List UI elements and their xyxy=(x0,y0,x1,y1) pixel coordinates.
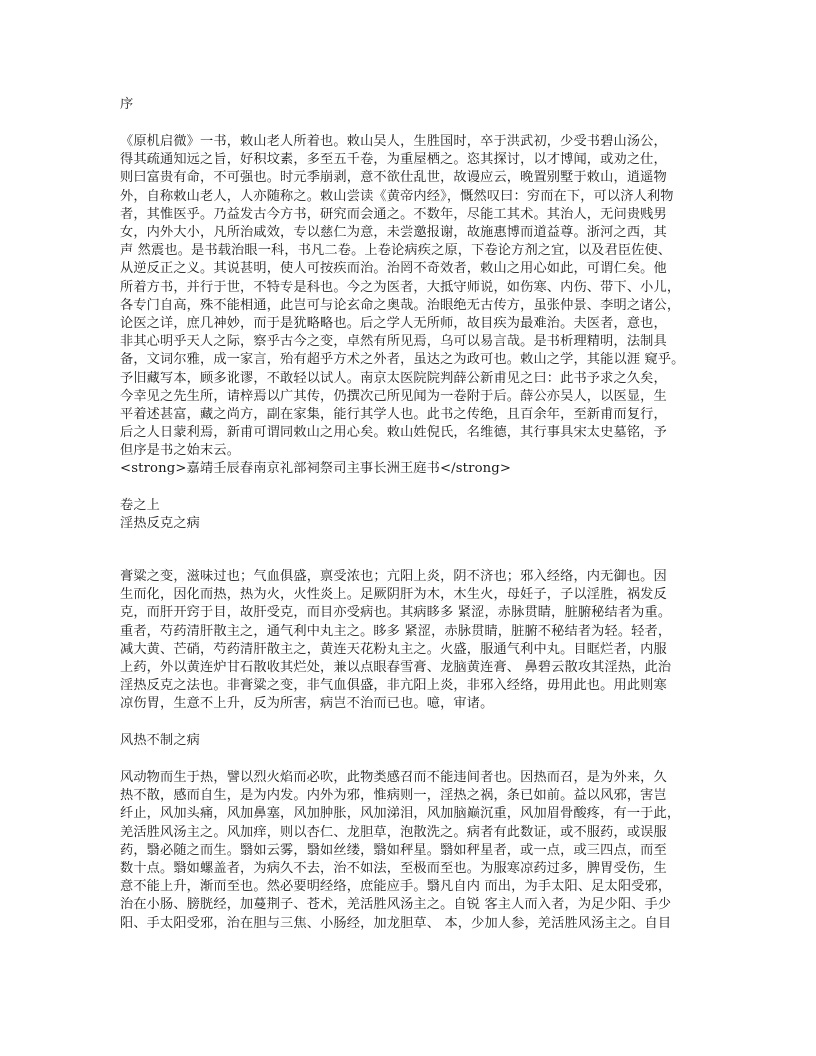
text-line: 膏粱之变，滋味过也；气血俱盛，禀受浓也；亢阳上炎，阴不济也；邪入经络，内无御也。因 xyxy=(120,569,667,584)
text-line: 淫热反克之法也。非膏粱之变，非气血俱盛，非亢阳上炎，非邪入经络，毋用此也。用此则寒 xyxy=(120,678,667,694)
text-line: 所着方书，并行于世，不特专是科也。今之为医者，大抵守师说，如伤寒、内伤、带下、小儿， xyxy=(120,279,681,295)
text-line: 减大黄、芒硝，芍药清肝散主之，黄连天花粉丸主之。火盛，服通气利中丸。目眶烂者，内服 xyxy=(120,641,667,657)
preface-signature: <strong>嘉靖壬辰春南京礼部祠祭司主事长洲王庭书</strong> xyxy=(120,461,512,476)
text-line: 今幸见之先生所，请梓焉以广其传，仍撰次己所见闻为一卷附于后。薛公亦吴人，以医显，生 xyxy=(120,388,667,404)
text-line: 阳、手太阳受邪，治在胆与三焦、小肠经，加龙胆草、 本，少加人参，羌活胜风汤主之。自目 xyxy=(120,915,672,931)
text-line: 得其疏通知远之旨，好积坟素，多至五千卷，为重屋栖之。恣其探讨，以才博闻，或劝之仕， xyxy=(120,152,667,168)
text-line: 声 然震也。是书载治眼一科，书凡二卷。上卷论病疾之原，下卷论方剂之宜，以及君臣佐使、 xyxy=(120,243,672,259)
text-line: 热不散，感而自生，是为内发。内外为邪，惟病则一，淫热之祸，条已如前。益以风邪，害岂 xyxy=(120,788,667,804)
text-line: 风动物而生于热，譬以烈火焰而必吹，此物类感召而不能违间者也。因热而召，是为外来，久 xyxy=(120,770,667,785)
section-heading: 淫热反克之病 xyxy=(120,516,201,531)
section-heading: 风热不制之病 xyxy=(120,733,201,748)
text-line: 重者，芍药清肝散主之，通气利中丸主之。眵多 紧涩，赤脉贯睛，脏腑不秘结者为轻。轻者， xyxy=(120,623,672,639)
text-line: 予旧藏写本，顾多讹谬，不敢轻以试人。南京太医院院判薛公新甫见之曰：此书予求之久矣， xyxy=(120,370,667,386)
text-line: 克，而肝开窍于目，故肝受克，而目亦受病也。其病眵多 紧涩，赤脉贯睛，脏腑秘结者为重。 xyxy=(120,605,672,621)
text-line: 非其心明乎天人之际，察乎古今之变，卓然有所见焉，乌可以易言哉。是书析理精明，法制具 xyxy=(120,334,667,350)
text-line: 者，其惟医乎。乃益发古今方书，研究而会通之。不数年，尽能工其术。其治人，无问贵贱男 xyxy=(120,206,667,222)
text-line: 凉伤胃，生意不上升，反为所害，病岂不治而已也。噫，审诸。 xyxy=(120,696,494,712)
text-line: 论医之详，庶几神妙，而于是犹略略也。后之学人无所师，故目疾为最难治。夫医者，意也， xyxy=(120,316,667,332)
text-line: 从逆反正之义。其说甚明，使人可按疾而治。治罔不奇效者，敕山之用心如此，可谓仁矣。他 xyxy=(120,261,667,277)
text-line: 平着述甚富，藏之尚方，副在家集，能行其学人也。此书之传绝，且百余年，至新甫而复行， xyxy=(120,407,667,423)
text-line: 《原机启微》一书，敕山老人所着也。敕山吴人，生胜国时，卒于洪武初，少受书碧山汤公， xyxy=(120,134,667,149)
text-line: 羌活胜风汤主之。风加痒，则以杏仁、龙胆草，泡散洗之。病者有此数证，或不服药，或误服 xyxy=(120,824,667,840)
text-line: 外，自称敕山老人，人亦随称之。敕山尝读《黄帝内经》，慨然叹曰：穷而在下，可以济人利物 xyxy=(120,188,674,204)
text-line: 治在小肠、膀胱经，加蔓荆子、苍术，羌活胜风汤主之。自锐 客主人而入者，为足少阳、手少 xyxy=(120,897,672,913)
text-line: 意不能上升，渐而至也。然必要明经络，庶能应手。翳凡自内 而出，为手太阳、足太阳受邪， xyxy=(120,879,672,895)
text-line: 备，文词尔雅，成一家言，殆有超乎方术之外者，虽达之为政可也。敕山之学，其能以涯 窥乎。 xyxy=(120,352,685,368)
text-line: 则曰富贵有命，不可强也。时元季崩剥，意不欲仕乱世，故谩应云，晚置别墅于敕山，逍遥物 xyxy=(120,170,667,186)
text-line: 纤止，风加头痛，风加鼻塞，风加肿胀，风加涕泪，风加脑巅沉重，风加眉骨酸疼，有一于此， xyxy=(120,806,681,822)
section-paragraph xyxy=(120,769,680,933)
text-line: 生而化，因化而热，热为火，火性炎上。足厥阴肝为木，木生火，母妊子，子以淫胜，祸发反 xyxy=(120,587,667,603)
text-line: 但序是书之始末云。 xyxy=(120,443,241,459)
text-line: 药，翳必随之而生。翳如云雾，翳如丝缕，翳如秤星。翳如秤星者，或一点，或三四点，而至 xyxy=(120,842,667,858)
preface-paragraph xyxy=(120,133,685,461)
preface-heading: 序 xyxy=(120,97,134,112)
volume-heading: 卷之上 xyxy=(120,498,161,513)
text-line: 女，内外大小，凡所治咸效，专以慈仁为意，未尝邀报谢，故施惠博而道益尊。浙河之西，其 xyxy=(120,225,667,241)
text-line: 后之人日蒙利焉，新甫可谓同敕山之用心矣。敕山姓倪氏，名维德，其行事具宋太史墓铭，予 xyxy=(120,425,667,441)
section-paragraph xyxy=(120,568,671,714)
text-line: 数十点。翳如螺盖者，为病久不去，治不如法，至极而至也。为服寒凉药过多，脾胃受伤，生 xyxy=(120,861,667,877)
text-line: 上药，外以黄连炉甘石散收其烂处，兼以点眼春雪膏、龙脑黄连膏、 鼻碧云散攻其淫热，此治 xyxy=(120,660,672,676)
text-line: 各专门自高，殊不能相通，此岂可与论玄命之奥哉。治眼绝无古传方，虽张仲景、李明之诸公， xyxy=(120,297,681,313)
